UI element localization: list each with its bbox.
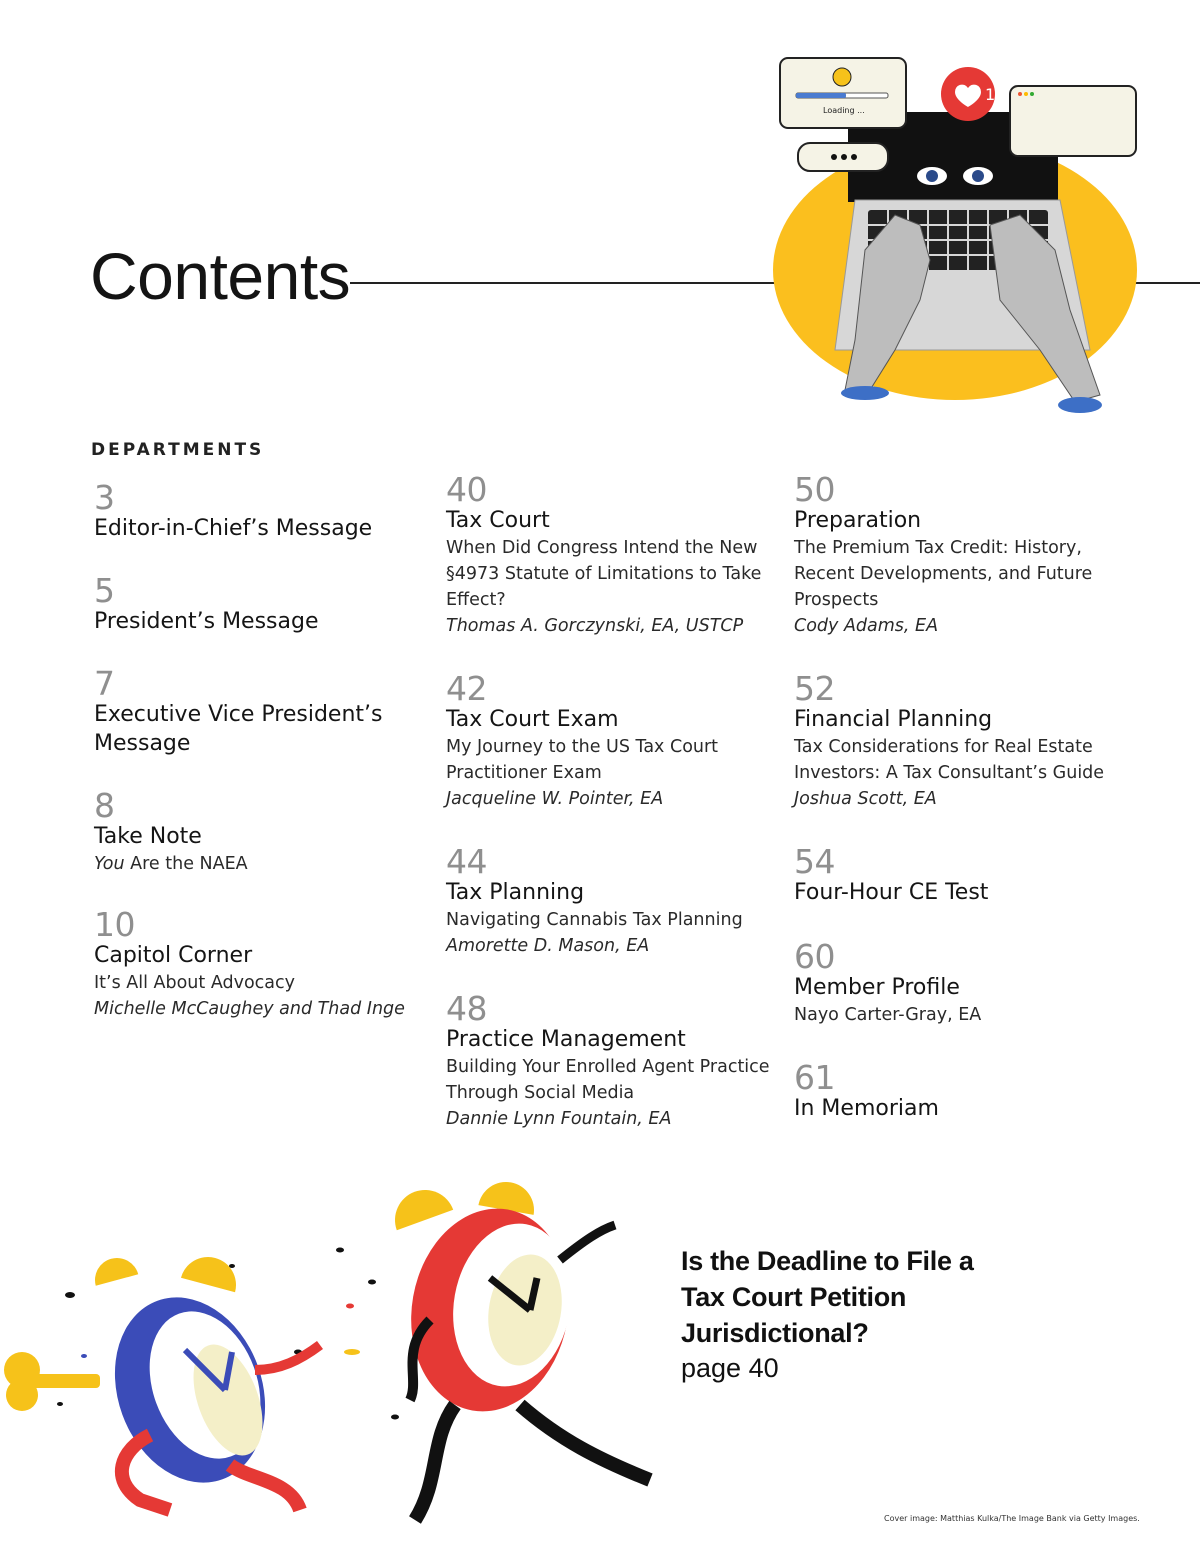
article-description: When Did Congress Intend the New §4973 Statute of Limitations to Take Effect? xyxy=(446,538,762,610)
article-description: Nayo Carter-Gray, EA xyxy=(794,1005,982,1025)
running-clocks-illustration xyxy=(0,1180,670,1540)
page-number: 61 xyxy=(794,1058,835,1097)
page-number: 10 xyxy=(94,905,135,944)
page-number: 7 xyxy=(94,664,115,703)
page-number: 54 xyxy=(794,842,835,881)
department-title: Member Profile xyxy=(794,975,960,1000)
toc-entry[interactable] xyxy=(446,671,776,812)
toc-entry[interactable] xyxy=(794,939,1134,1028)
article-description: Building Your Enrolled Agent Practice Through Social Media xyxy=(446,1057,770,1103)
department-title: President’s Message xyxy=(94,609,319,634)
feature-page-ref: page 40 xyxy=(681,1353,779,1383)
eye-icon xyxy=(917,167,947,185)
article-author: Dannie Lynn Fountain, EA xyxy=(446,1109,672,1129)
page-number: 44 xyxy=(446,842,487,881)
department-title: Tax Planning xyxy=(446,880,585,905)
image-credit: Cover image: Matthias Kulka/The Image Bank via Getty Images. xyxy=(884,1514,1140,1523)
department-title: In Memoriam xyxy=(794,1096,939,1121)
article-author: Jacqueline W. Pointer, EA xyxy=(446,789,664,809)
article-description-emphasis: You xyxy=(94,854,125,874)
article-author: Amorette D. Mason, EA xyxy=(446,936,650,956)
department-title: Financial Planning xyxy=(794,707,993,732)
department-title: Practice Management xyxy=(446,1027,686,1052)
toc-entry[interactable] xyxy=(794,671,1134,812)
article-author: Joshua Scott, EA xyxy=(794,789,937,809)
laptop-illustration xyxy=(770,50,1150,420)
department-title: Tax Court xyxy=(446,508,550,533)
page-number: 52 xyxy=(794,669,835,708)
article-description xyxy=(94,851,424,877)
toc-entry[interactable] xyxy=(446,472,776,639)
toc-entry[interactable] xyxy=(94,907,424,1022)
toc-entry[interactable] xyxy=(94,573,424,636)
loading-label: Loading ... xyxy=(823,106,865,115)
article-description: Tax Considerations for Real Estate Investors: A Tax Consultant’s Guide xyxy=(794,737,1105,783)
toc-entry[interactable] xyxy=(446,844,776,959)
article-description: My Journey to the US Tax Court Practitioner Exam xyxy=(446,737,719,783)
eye-icon xyxy=(963,167,993,185)
page-number: 50 xyxy=(794,470,835,509)
department-title: Tax Court Exam xyxy=(446,707,619,732)
toc-column-3 xyxy=(794,472,1134,1155)
page-number: 8 xyxy=(94,786,115,825)
department-title: Executive Vice President’s Message xyxy=(94,702,383,756)
page-number: 3 xyxy=(94,478,115,517)
feature-headline: Is the Deadline to File a Tax Court Petition Jurisdictional? xyxy=(681,1246,974,1348)
article-author: Thomas A. Gorczynski, EA, USTCP xyxy=(446,616,744,636)
department-title: Capitol Corner xyxy=(94,943,253,968)
page-number: 48 xyxy=(446,989,487,1028)
page-number: 60 xyxy=(794,937,835,976)
feature-callout[interactable] xyxy=(681,1243,981,1385)
toc-entry[interactable] xyxy=(794,472,1134,639)
toc-column-1 xyxy=(94,480,424,1052)
article-author: Michelle McCaughey and Thad Inge xyxy=(94,999,405,1019)
toc-entry[interactable] xyxy=(94,788,424,877)
toc-column-2 xyxy=(446,472,776,1164)
article-description: The Premium Tax Credit: History, Recent Developments, and Future Prospects xyxy=(794,538,1093,610)
toc-entry[interactable] xyxy=(94,666,424,758)
article-description: Navigating Cannabis Tax Planning xyxy=(446,910,743,930)
department-title: Editor-in-Chief’s Message xyxy=(94,516,373,541)
wind-key-icon xyxy=(4,1352,100,1411)
department-title: Preparation xyxy=(794,508,922,533)
article-description: It’s All About Advocacy xyxy=(94,973,295,993)
department-title: Take Note xyxy=(94,824,202,849)
article-description-text: Are the NAEA xyxy=(124,854,248,874)
toc-entry[interactable] xyxy=(794,844,1134,907)
page-number: 42 xyxy=(446,669,487,708)
department-title: Four-Hour CE Test xyxy=(794,880,989,905)
notification-count: 1 xyxy=(985,85,996,104)
page-number: 5 xyxy=(94,571,115,610)
toc-entry[interactable] xyxy=(794,1060,1134,1123)
page-number: 40 xyxy=(446,470,487,509)
article-author: Cody Adams, EA xyxy=(794,616,939,636)
toc-entry[interactable] xyxy=(94,480,424,543)
toc-entry[interactable] xyxy=(446,991,776,1132)
page-title: Contents xyxy=(90,239,351,313)
section-heading: DEPARTMENTS xyxy=(91,440,265,460)
